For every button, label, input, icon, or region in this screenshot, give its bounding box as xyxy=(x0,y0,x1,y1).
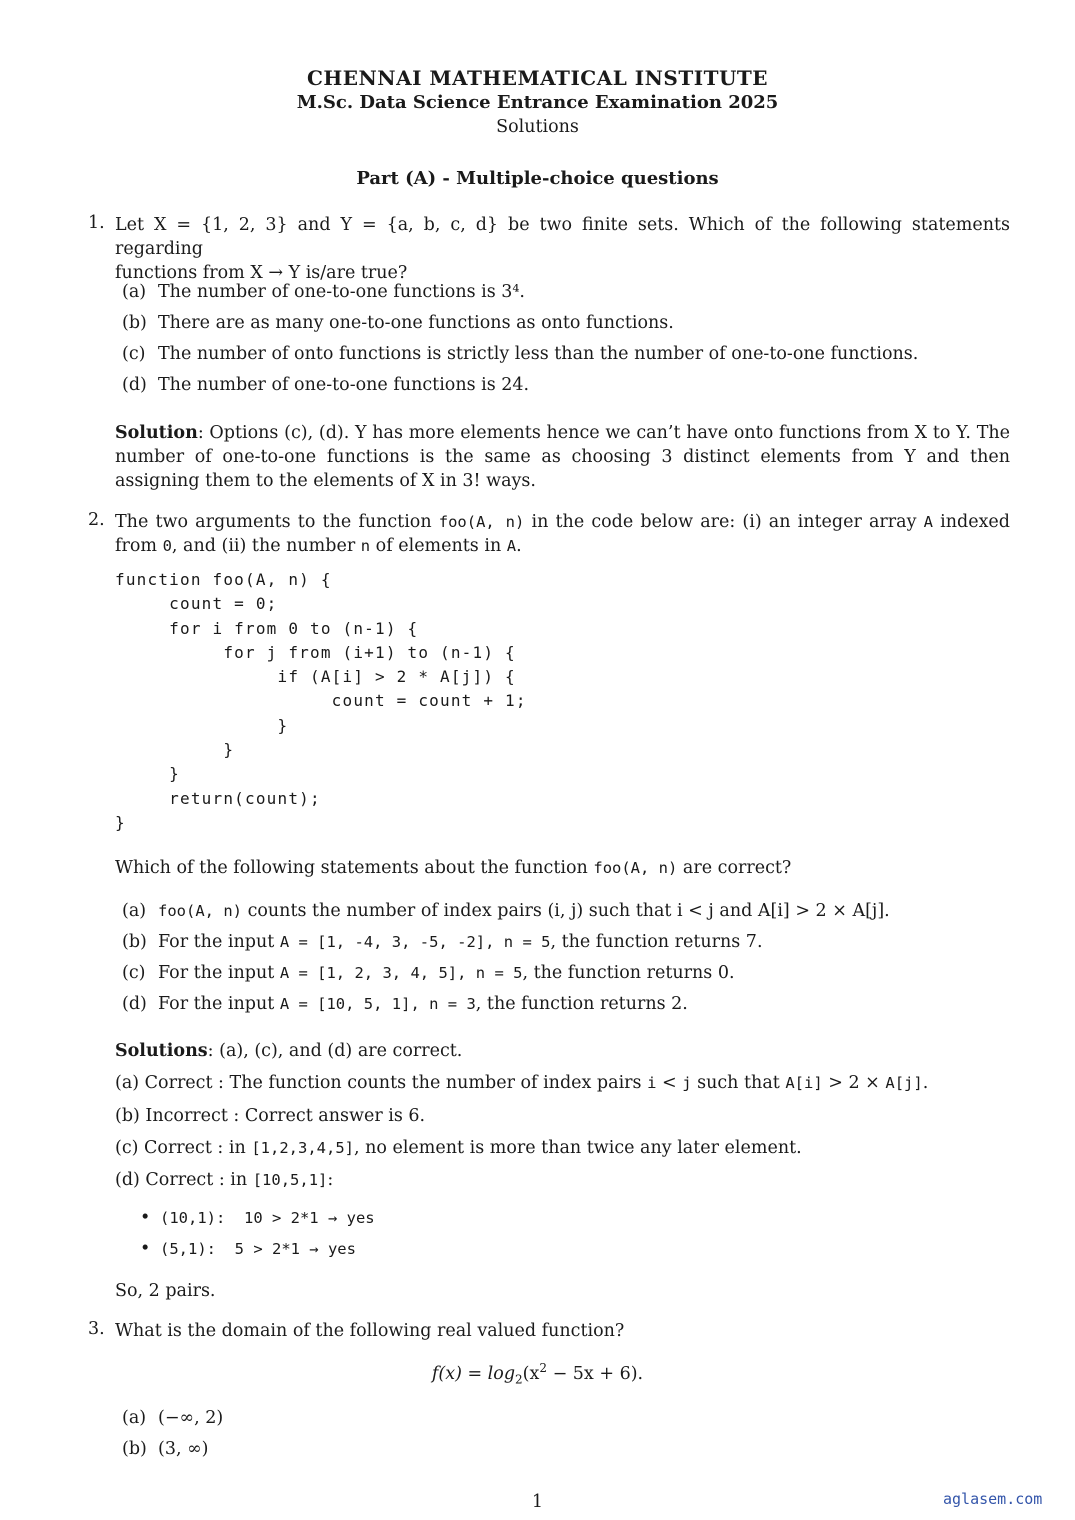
question-1-text xyxy=(115,213,1010,285)
question-1-line-1: Let X = {1, 2, 3} and Y = {a, b, c, d} be two finite sets. Which of the following statements regarding xyxy=(115,215,1010,259)
code-line: if (A[i] > 2 * A[j]) { xyxy=(115,667,516,687)
question-number: 1. xyxy=(88,213,105,233)
bullet-icon: • xyxy=(140,1208,151,1228)
solution-b: (b) Incorrect : Correct answer is 6. xyxy=(115,1106,426,1126)
institute-title: CHENNAI MATHEMATICAL INSTITUTE xyxy=(306,66,769,90)
part-title: Part (A) - Multiple-choice questions xyxy=(356,168,719,189)
site-link[interactable]: aglasem.com xyxy=(943,1490,1043,1508)
bullet-item: • (5,1): 5 > 2*1 → yes xyxy=(140,1239,356,1259)
code-line: } xyxy=(115,812,126,832)
solution-d: (d) Correct : in [10,5,1]: xyxy=(115,1170,334,1190)
bullet-icon: • xyxy=(140,1239,151,1259)
option-item: (a) The number of one-to-one functions is 3⁴. xyxy=(122,282,525,302)
question-1-line-2: functions from X → Y is/are true? xyxy=(115,263,408,283)
solution-a: (a) Correct : The function counts the number of index pairs i < j such that A[i] > 2 × A[j]. xyxy=(115,1073,929,1093)
code-line: } xyxy=(115,740,235,760)
code-line: count = count + 1; xyxy=(115,691,527,711)
question-number: 2. xyxy=(88,510,105,530)
code-block xyxy=(115,568,527,835)
code-line: } xyxy=(115,715,289,735)
question-2-conclusion: So, 2 pairs. xyxy=(115,1281,216,1301)
page-number: 1 xyxy=(531,1492,544,1512)
question-2-prompt: Which of the following statements about the function foo(A, n) are correct? xyxy=(115,858,792,878)
document-subtitle: Solutions xyxy=(496,117,579,137)
code-line: function foo(A, n) { xyxy=(115,570,332,589)
bullet-item: • (10,1): 10 > 2*1 → yes xyxy=(140,1208,375,1228)
code-line: } xyxy=(115,764,180,784)
question-1-solution: Solution: Options (c), (d). Y has more elements hence we can’t have onto functions from X to Y. The number of one-to-one functions is the same as choosing 3 distinct elements from Y and then assigning them to the elements of X in 3! ways. xyxy=(115,423,1010,491)
code-line: return(count); xyxy=(115,788,321,808)
question-number: 3. xyxy=(88,1319,105,1339)
code-line: for i from 0 to (n-1) { xyxy=(115,618,419,638)
option-item: (b) (3, ∞) xyxy=(122,1439,209,1459)
option-item: (b) For the input A = [1, -4, 3, -5, -2], n = 5, the function returns 7. xyxy=(122,932,763,952)
question-3-text: What is the domain of the following real valued function? xyxy=(115,1321,625,1341)
option-item: (b) There are as many one-to-one functions as onto functions. xyxy=(122,313,674,333)
exam-title: M.Sc. Data Science Entrance Examination 2025 xyxy=(296,92,779,113)
question-2-solutions-heading: Solutions: (a), (c), and (d) are correct. xyxy=(115,1041,463,1061)
option-item: (d) The number of one-to-one functions is 24. xyxy=(122,375,530,395)
option-item: (c) For the input A = [1, 2, 3, 4, 5], n = 5, the function returns 0. xyxy=(122,963,735,983)
option-item: (a) (−∞, 2) xyxy=(122,1408,224,1428)
solution-c: (c) Correct : in [1,2,3,4,5], no element is more than twice any later element. xyxy=(115,1138,802,1158)
code-line: count = 0; xyxy=(115,594,278,614)
question-2-intro: The two arguments to the function foo(A, n) in the code below are: (i) an integer array A indexed from 0, and (ii) the number n of elements in A. xyxy=(115,512,1010,556)
option-item: (d) For the input A = [10, 5, 1], n = 3, the function returns 2. xyxy=(122,994,688,1014)
code-line: for j from (i+1) to (n-1) { xyxy=(115,642,516,662)
option-item: (a) foo(A, n) counts the number of index pairs (i, j) such that i < j and A[i] > 2 × A[j]. xyxy=(122,901,890,921)
equation: $f(x) = \log_2(x^2 - 5x + 6)$. xyxy=(431,1361,644,1387)
option-item: (c) The number of onto functions is strictly less than the number of one-to-one functions. xyxy=(122,344,919,364)
